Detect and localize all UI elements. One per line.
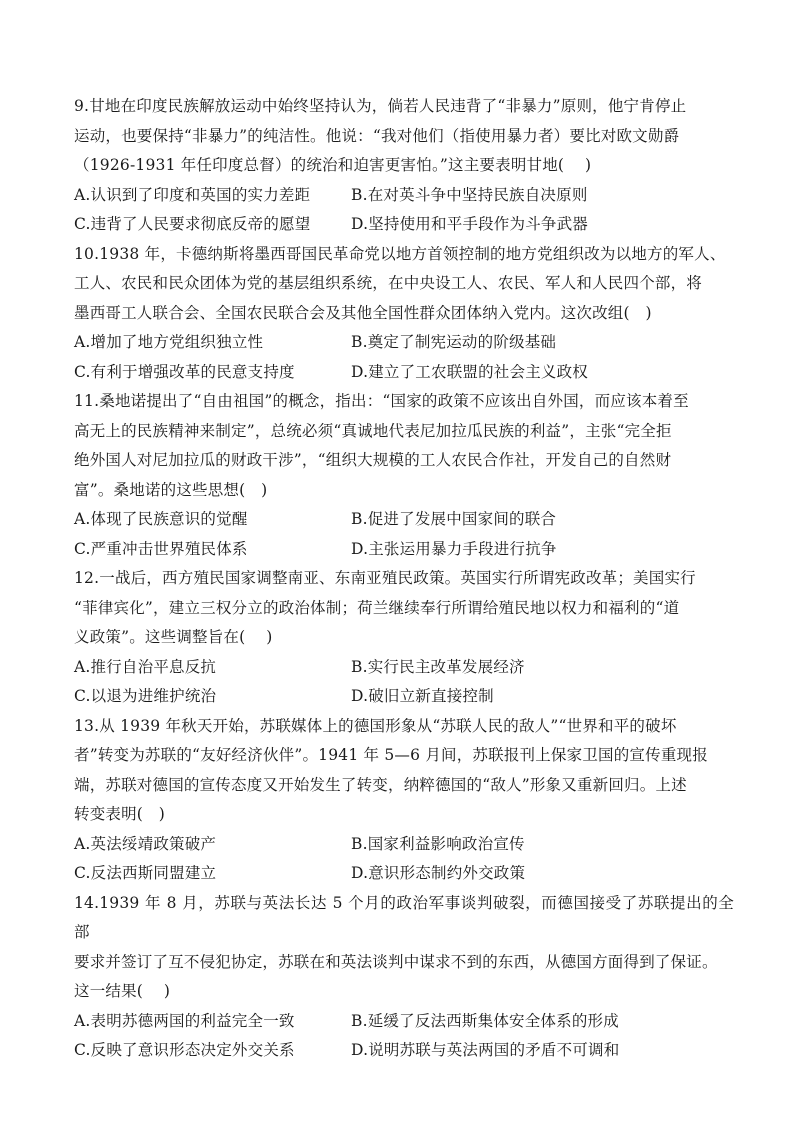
question-10 bbox=[74, 240, 734, 388]
option-b[interactable]: B.国家利益影响政治宣传 bbox=[351, 834, 525, 853]
stem-line: 这一结果( ) bbox=[74, 982, 171, 1000]
option-c[interactable]: C.严重冲击世界殖民体系 bbox=[74, 539, 248, 558]
option-a[interactable]: A.推行自治平息反抗 bbox=[74, 657, 217, 676]
option-b[interactable]: B.实行民主改革发展经济 bbox=[351, 657, 525, 676]
stem-line: 转变表明( ) bbox=[74, 805, 165, 823]
option-c[interactable]: C.以退为进维护统治 bbox=[74, 687, 217, 705]
option-a[interactable]: A.认识到了印度和英国的实力差距 bbox=[74, 185, 311, 204]
stem-line: 绝外国人对尼加拉瓜的财政干涉”，“组织大规模的工人农民合作社，开发自己的自然财 bbox=[74, 451, 672, 469]
answer-options bbox=[74, 1007, 734, 1066]
question-11 bbox=[74, 387, 734, 564]
option-a[interactable]: A.英法绥靖政策破产 bbox=[74, 834, 217, 853]
answer-options bbox=[74, 328, 734, 387]
stem-line: 13.从 1939 年秋天开始，苏联媒体上的德国形象从“苏联人民的敌人”“世界和平的破坏 bbox=[74, 716, 677, 735]
stem-line: （1926-1931 年任印度总督）的统治和迫害更害怕。”这主要表明甘地( ) bbox=[74, 156, 592, 174]
option-d[interactable]: D.建立了工农联盟的社会主义政权 bbox=[351, 362, 589, 381]
option-c[interactable]: C.有利于增强改革的民意支持度 bbox=[74, 362, 295, 381]
stem-line: 者”转变为苏联的“友好经济伙伴”。1941 年 5—6 月间，苏联报刊上保家卫国的宣传重现报 bbox=[74, 746, 708, 764]
stem-line: 9.甘地在印度民族解放运动中始终坚持认为，倘若人民违背了“非暴力”原则，他宁肯停止 bbox=[74, 97, 687, 115]
stem-line: 义政策”。这些调整旨在( ) bbox=[74, 628, 273, 646]
stem-line: “菲律宾化”，建立三权分立的政治体制；荷兰继续奉行所谓给殖民地以权力和福利的“道 bbox=[74, 598, 680, 617]
option-d[interactable]: D.说明苏联与英法两国的矛盾不可调和 bbox=[351, 1041, 620, 1059]
option-c[interactable]: C.违背了人民要求彻底反帝的愿望 bbox=[74, 215, 311, 233]
stem-line: 要求并签订了互不侵犯协定，苏联在和英法谈判中谋求不到的东西，从德国方面得到了保证。 bbox=[74, 952, 718, 971]
question-13 bbox=[74, 712, 734, 889]
answer-options bbox=[74, 830, 734, 889]
exam-page bbox=[74, 92, 734, 1066]
question-stem bbox=[74, 889, 734, 1007]
option-d[interactable]: D.主张运用暴力手段进行抗争 bbox=[351, 539, 557, 558]
stem-line: 富”。桑地诺的这些思想( ) bbox=[74, 480, 268, 499]
stem-line: 墨西哥工人联合会、全国农民联合会及其他全国性群众团体纳入党内。这次改组( ) bbox=[74, 303, 652, 322]
option-d[interactable]: D.坚持使用和平手段作为斗争武器 bbox=[351, 215, 589, 233]
question-stem bbox=[74, 712, 734, 830]
stem-line: 12.一战后，西方殖民国家调整南亚、东南亚殖民政策。英国实行所谓宪政改革；美国实行 bbox=[74, 569, 696, 587]
option-c[interactable]: C.反法西斯同盟建立 bbox=[74, 864, 217, 882]
option-d[interactable]: D.破旧立新直接控制 bbox=[351, 687, 494, 705]
option-b[interactable]: B.促进了发展中国家间的联合 bbox=[351, 510, 557, 528]
question-stem bbox=[74, 92, 734, 181]
stem-line: 10.1938 年，卡德纳斯将墨西哥国民革命党以地方首领控制的地方党组织改为以地方的军人、 bbox=[74, 244, 726, 263]
question-12 bbox=[74, 564, 734, 712]
stem-line: 端，苏联对德国的宣传态度又开始发生了转变，纳粹德国的“敌人”形象又重新回归。上述 bbox=[74, 775, 687, 794]
answer-options bbox=[74, 505, 734, 564]
question-9 bbox=[74, 92, 734, 240]
answer-options bbox=[74, 181, 734, 240]
question-stem bbox=[74, 387, 734, 505]
stem-line: 高无上的民族精神来制定”，总统必须“真诚地代表尼加拉瓜民族的利益”，主张“完全拒 bbox=[74, 421, 672, 440]
question-stem bbox=[74, 240, 734, 329]
option-a[interactable]: A.体现了民族意识的觉醒 bbox=[74, 510, 248, 528]
stem-line: 运动，也要保持“非暴力”的纯洁性。他说：“我对他们（指使用暴力者）要比对欧文勋爵 bbox=[74, 126, 680, 145]
option-b[interactable]: B.延缓了反法西斯集体安全体系的形成 bbox=[351, 1011, 619, 1030]
option-d[interactable]: D.意识形态制约外交政策 bbox=[351, 864, 526, 882]
stem-line: 工人、农民和民众团体为党的基层组织系统，在中央设工人、农民、军人和人民四个部，将 bbox=[74, 274, 703, 292]
question-stem bbox=[74, 564, 734, 653]
option-b[interactable]: B.奠定了制宪运动的阶级基础 bbox=[351, 333, 557, 351]
question-14 bbox=[74, 889, 734, 1066]
option-a[interactable]: A.增加了地方党组织独立性 bbox=[74, 333, 264, 351]
stem-line: 14.1939 年 8 月，苏联与英法长达 5 个月的政治军事谈判破裂，而德国接受了苏联提出的全部 bbox=[74, 893, 734, 941]
option-b[interactable]: B.在对英斗争中坚持民族自决原则 bbox=[351, 185, 588, 204]
answer-options bbox=[74, 653, 734, 712]
option-c[interactable]: C.反映了意识形态决定外交关系 bbox=[74, 1041, 295, 1059]
option-a[interactable]: A.表明苏德两国的利益完全一致 bbox=[74, 1011, 295, 1030]
stem-line: 11.桑地诺提出了“自由祖国”的概念，指出：“国家的政策不应该出自外国，而应该本着至 bbox=[74, 392, 689, 410]
